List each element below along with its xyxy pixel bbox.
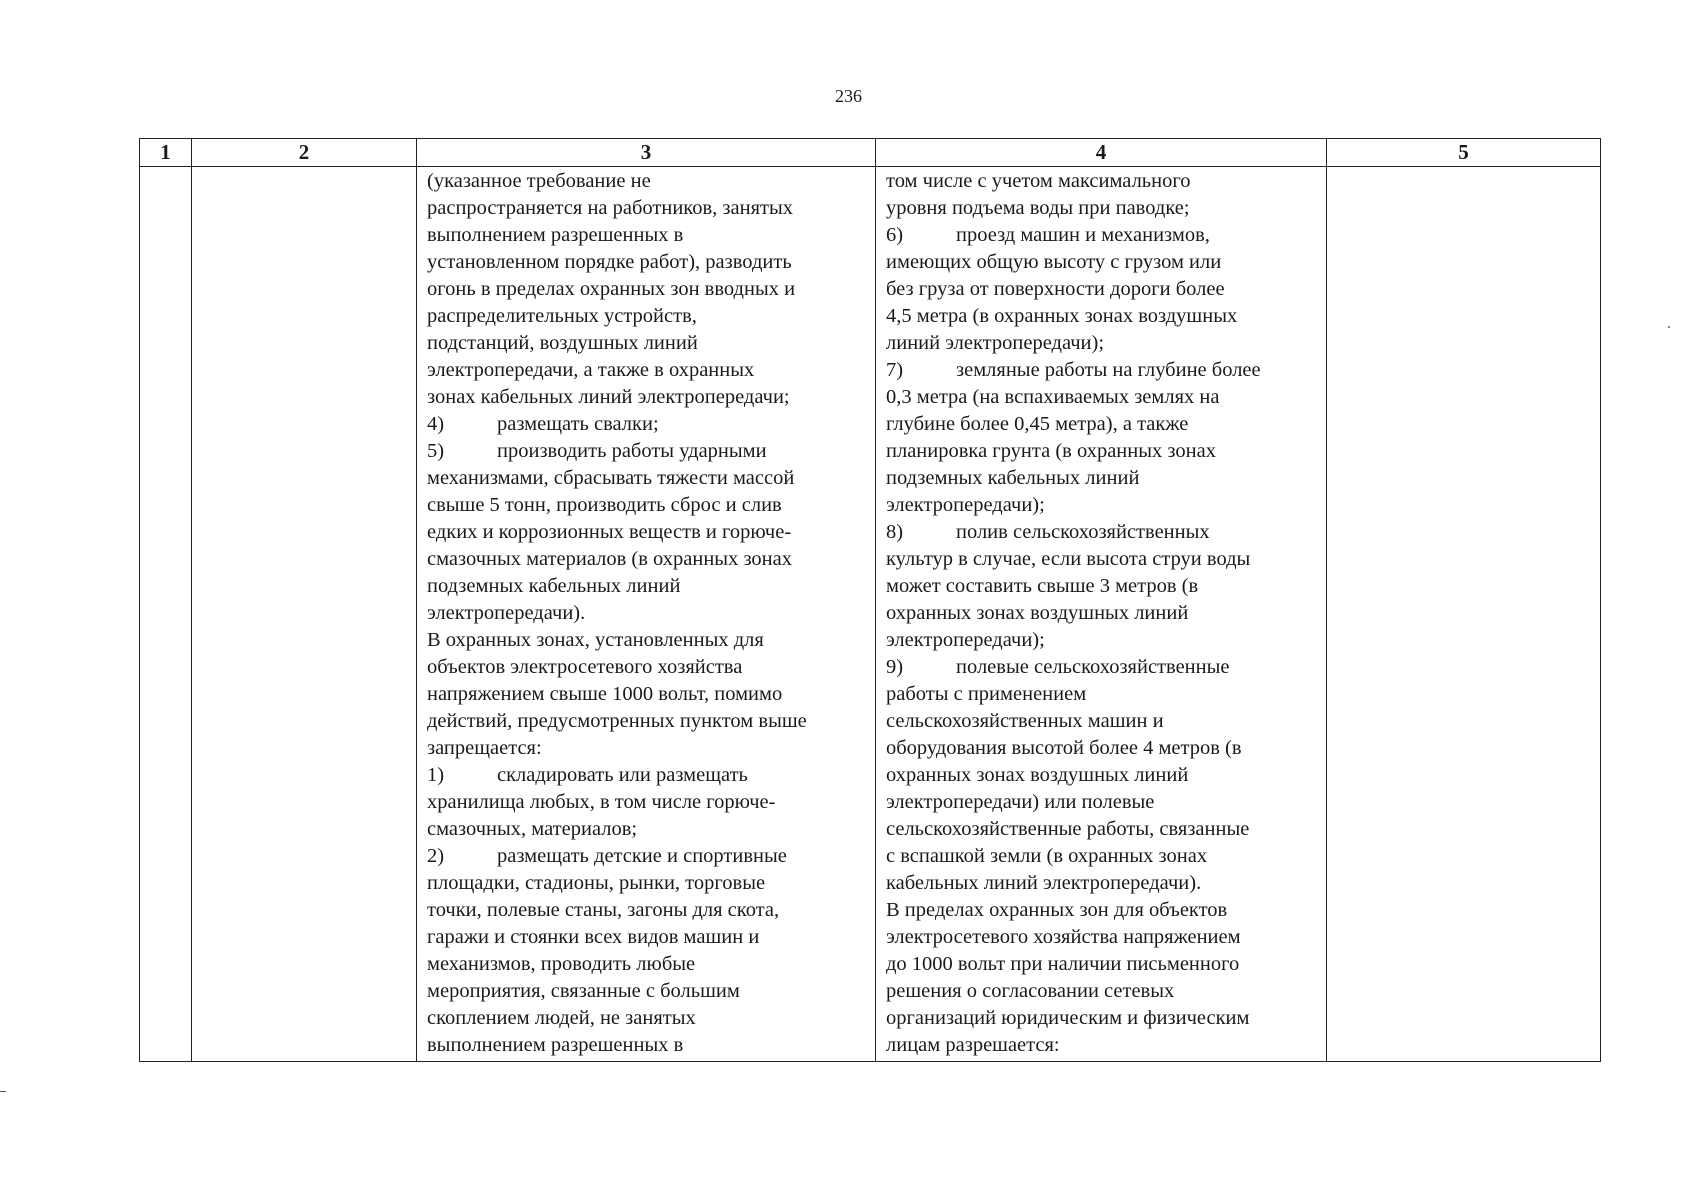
text-line [427, 1005, 871, 1032]
line-text: сельскохозяйственные работы, связанные [886, 818, 1250, 840]
line-text: с вспашкой земли (в охранных зонах [886, 845, 1208, 867]
line-text: производить работы ударными [497, 440, 767, 462]
text-line [886, 573, 1322, 600]
line-text: электропередачи, а также в охранных [427, 359, 755, 381]
line-text: точки, полевые станы, загоны для скота, [427, 899, 780, 921]
line-text: 0,3 метра (на вспахиваемых землях на [886, 386, 1220, 408]
text-line [886, 411, 1322, 438]
text-line [427, 519, 871, 546]
text-line [886, 735, 1322, 762]
line-text: зонах кабельных линий электропередачи; [427, 386, 790, 408]
line-text: свыше 5 тонн, производить сброс и слив [427, 494, 782, 516]
line-text: работы с применением [886, 683, 1087, 705]
list-item-number: 9) [886, 656, 904, 678]
text-line [886, 654, 1322, 681]
line-text: полевые сельскохозяйственные [956, 656, 1230, 678]
text-line [427, 303, 871, 330]
line-text: механизмов, проводить любые [427, 953, 696, 975]
text-line [427, 789, 871, 816]
list-item-number: 4) [427, 413, 445, 435]
line-text: решения о согласовании сетевых [886, 980, 1175, 1002]
text-line [427, 222, 871, 249]
line-text: электропередачи) или полевые [886, 791, 1155, 813]
line-text: распределительных устройств, [427, 305, 697, 327]
text-line [427, 978, 871, 1005]
text-line [886, 762, 1322, 789]
column-header-3: 3 [417, 139, 876, 167]
text-line [886, 789, 1322, 816]
text-line [886, 627, 1322, 654]
line-text: культур в случае, если высота струи воды [886, 548, 1251, 570]
text-line [427, 492, 871, 519]
column-header-4: 4 [876, 139, 1327, 167]
text-line [427, 924, 871, 951]
text-line [886, 1005, 1322, 1032]
line-text: площадки, стадионы, рынки, торговые [427, 872, 766, 894]
line-text: В охранных зонах, установленных для [427, 629, 764, 651]
text-line [427, 897, 871, 924]
line-text: электропередачи); [886, 494, 1045, 516]
text-line [427, 438, 871, 465]
line-text: распространяется на работников, занятых [427, 197, 793, 219]
line-text: без груза от поверхности дороги более [886, 278, 1225, 300]
line-text: смазочных материалов (в охранных зонах [427, 548, 793, 570]
text-line [886, 519, 1322, 546]
line-text: выполнением разрешенных в [427, 224, 684, 246]
text-line [427, 600, 871, 627]
line-text: уровня подъема воды при паводке; [886, 197, 1190, 219]
text-line [886, 897, 1322, 924]
text-line [886, 195, 1322, 222]
line-text: организаций юридическим и физическим [886, 1007, 1250, 1029]
text-line [886, 816, 1322, 843]
list-item-number: 1) [427, 764, 445, 786]
text-line [427, 951, 871, 978]
line-text: лицам разрешается: [886, 1034, 1060, 1056]
line-text: (указанное требование не [427, 170, 651, 192]
line-text: напряжением свыше 1000 вольт, помимо [427, 683, 783, 705]
column-header-1: 1 [140, 139, 192, 167]
table-header-row [140, 139, 1601, 167]
text-line [886, 222, 1322, 249]
text-line [886, 600, 1322, 627]
regulation-table [139, 138, 1601, 1062]
text-line [427, 816, 871, 843]
text-line [427, 276, 871, 303]
table-row [140, 167, 1601, 1062]
text-line [427, 681, 871, 708]
line-text: электропередачи). [427, 602, 586, 624]
text-line [886, 708, 1322, 735]
text-line [886, 465, 1322, 492]
line-text: глубине более 0,45 метра), а также [886, 413, 1189, 435]
text-line [427, 762, 871, 789]
text-line [427, 249, 871, 276]
text-line [427, 573, 871, 600]
text-line [886, 546, 1322, 573]
line-text: охранных зонах воздушных линий [886, 602, 1189, 624]
line-text: В пределах охранных зон для объектов [886, 899, 1228, 921]
line-text: огонь в пределах охранных зон вводных и [427, 278, 796, 300]
line-text: может составить свыше 3 метров (в [886, 575, 1199, 597]
text-line [886, 681, 1322, 708]
text-line [427, 546, 871, 573]
text-line [886, 330, 1322, 357]
list-item-number: 8) [886, 521, 904, 543]
text-line [886, 303, 1322, 330]
line-text: 4,5 метра (в охранных зонах воздушных [886, 305, 1238, 327]
text-line [886, 870, 1322, 897]
scan-mark-right [1668, 326, 1670, 328]
text-line [886, 249, 1322, 276]
text-line [427, 465, 871, 492]
text-line [886, 276, 1322, 303]
line-text: складировать или размещать [497, 764, 748, 786]
text-line [886, 492, 1322, 519]
line-text: механизмами, сбрасывать тяжести массой [427, 467, 795, 489]
line-text: размещать свалки; [497, 413, 659, 435]
cell-col-3 [417, 167, 876, 1062]
col4-text [876, 167, 1326, 1059]
col3-text [417, 167, 875, 1059]
line-text: сельскохозяйственных машин и [886, 710, 1164, 732]
text-line [886, 924, 1322, 951]
text-line [886, 357, 1322, 384]
text-line [427, 195, 871, 222]
text-line [427, 654, 871, 681]
list-item-number: 7) [886, 359, 904, 381]
line-text: полив сельскохозяйственных [956, 521, 1210, 543]
list-item-number: 5) [427, 440, 445, 462]
text-line [427, 870, 871, 897]
text-line [427, 384, 871, 411]
cell-col-1 [140, 167, 192, 1062]
text-line [886, 438, 1322, 465]
text-line [427, 330, 871, 357]
line-text: кабельных линий электропередачи). [886, 872, 1202, 894]
text-line [427, 843, 871, 870]
line-text: охранных зонах воздушных линий [886, 764, 1189, 786]
cell-col-5 [1327, 167, 1601, 1062]
line-text: оборудования высотой более 4 метров (в [886, 737, 1242, 759]
line-text: планировка грунта (в охранных зонах [886, 440, 1216, 462]
text-line [427, 357, 871, 384]
line-text: действий, предусмотренных пунктом выше [427, 710, 807, 732]
line-text: подземных кабельных линий [886, 467, 1140, 489]
text-line [427, 735, 871, 762]
column-header-2: 2 [192, 139, 417, 167]
line-text: хранилища любых, в том числе горюче- [427, 791, 776, 813]
line-text: смазочных, материалов; [427, 818, 638, 840]
line-text: проезд машин и механизмов, [956, 224, 1210, 246]
line-text: подземных кабельных линий [427, 575, 681, 597]
line-text: мероприятия, связанные с большим [427, 980, 740, 1002]
text-line [427, 411, 871, 438]
line-text: едких и коррозионных веществ и горюче- [427, 521, 792, 543]
text-line [427, 627, 871, 654]
line-text: электросетевого хозяйства напряжением [886, 926, 1241, 948]
text-line [427, 1032, 871, 1059]
scan-mark-left [0, 1091, 6, 1092]
cell-col-4 [876, 167, 1327, 1062]
line-text: электропередачи); [886, 629, 1045, 651]
line-text: гаражи и стоянки всех видов машин и [427, 926, 760, 948]
line-text: том числе с учетом максимального [886, 170, 1191, 192]
list-item-number: 6) [886, 224, 904, 246]
text-line [427, 168, 871, 195]
text-line [886, 1032, 1322, 1059]
list-item-number: 2) [427, 845, 445, 867]
line-text: земляные работы на глубине более [956, 359, 1261, 381]
page-number: 236 [835, 86, 862, 106]
text-line [886, 843, 1322, 870]
column-header-5: 5 [1327, 139, 1601, 167]
text-line [886, 384, 1322, 411]
text-line [886, 951, 1322, 978]
text-line [886, 168, 1322, 195]
line-text: имеющих общую высоту с грузом или [886, 251, 1222, 273]
line-text: установленном порядке работ), разводить [427, 251, 792, 273]
line-text: запрещается: [427, 737, 542, 759]
line-text: скоплением людей, не занятых [427, 1007, 696, 1029]
text-line [427, 708, 871, 735]
cell-col-2 [192, 167, 417, 1062]
line-text: до 1000 вольт при наличии письменного [886, 953, 1240, 975]
text-line [886, 978, 1322, 1005]
line-text: подстанций, воздушных линий [427, 332, 698, 354]
line-text: объектов электросетевого хозяйства [427, 656, 743, 678]
line-text: размещать детские и спортивные [497, 845, 787, 867]
line-text: линий электропередачи); [886, 332, 1105, 354]
line-text: выполнением разрешенных в [427, 1034, 684, 1056]
